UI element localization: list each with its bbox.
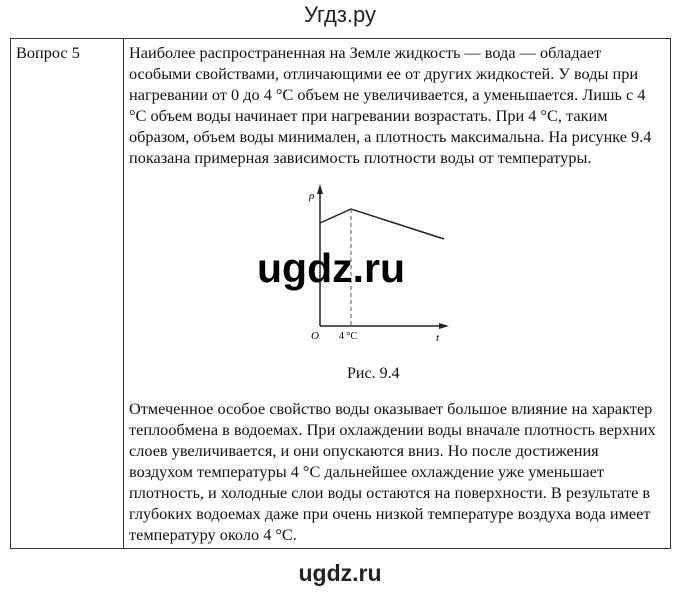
y-axis-label: ρ: [309, 190, 315, 202]
y-axis-arrow: [317, 184, 323, 194]
site-header: Угдз.ру: [303, 2, 377, 27]
x-tick-label: 4 °C: [339, 331, 358, 342]
site-footer: ugdz.ru: [298, 560, 382, 586]
answer-table: [10, 38, 671, 549]
watermark: ugdz.ru: [257, 245, 406, 291]
paragraph-2: Отмеченное особое свойство воды оказывает большое влияние на характер теплообмена в водоемах. При охлаждении воды вначале плотность верхних слоев увеличивается, и они опускаются вниз. Но после достижения воздухом температуры 4 °С дальнейшее охлаждение уже уменьшает плотность, и холодные слои воды остаются на поверхности. В результате в глубоких водоемах даже при очень низкой температуре воздуха вода имеет температуру около 4 °С.: [129, 399, 656, 544]
paragraph-1: Наиболее распространенная на Земле жидкость — вода — обладает особыми свойствами, отличающими ее от других жидкостей. У воды при нагревании от 0 до 4 °С объем не увеличивается, а уменьшается. Лишь с 4 °С объем воды начинает при нагревании возрастать. При 4 °С, таким образом, объем воды минимален, а плотность максимальна. На рисунке 9.4 показана примерная зависимость плотности воды от температуры.: [129, 43, 652, 167]
figure-9-4: [129, 168, 665, 398]
question-label: Вопрос 5: [11, 39, 124, 549]
x-axis-label: t: [436, 332, 440, 344]
origin-label: O: [311, 330, 319, 342]
answer-cell: [124, 39, 671, 549]
x-axis-arrow: [439, 323, 449, 329]
figure-caption: Рис. 9.4: [347, 365, 400, 382]
density-curve: [320, 209, 444, 239]
